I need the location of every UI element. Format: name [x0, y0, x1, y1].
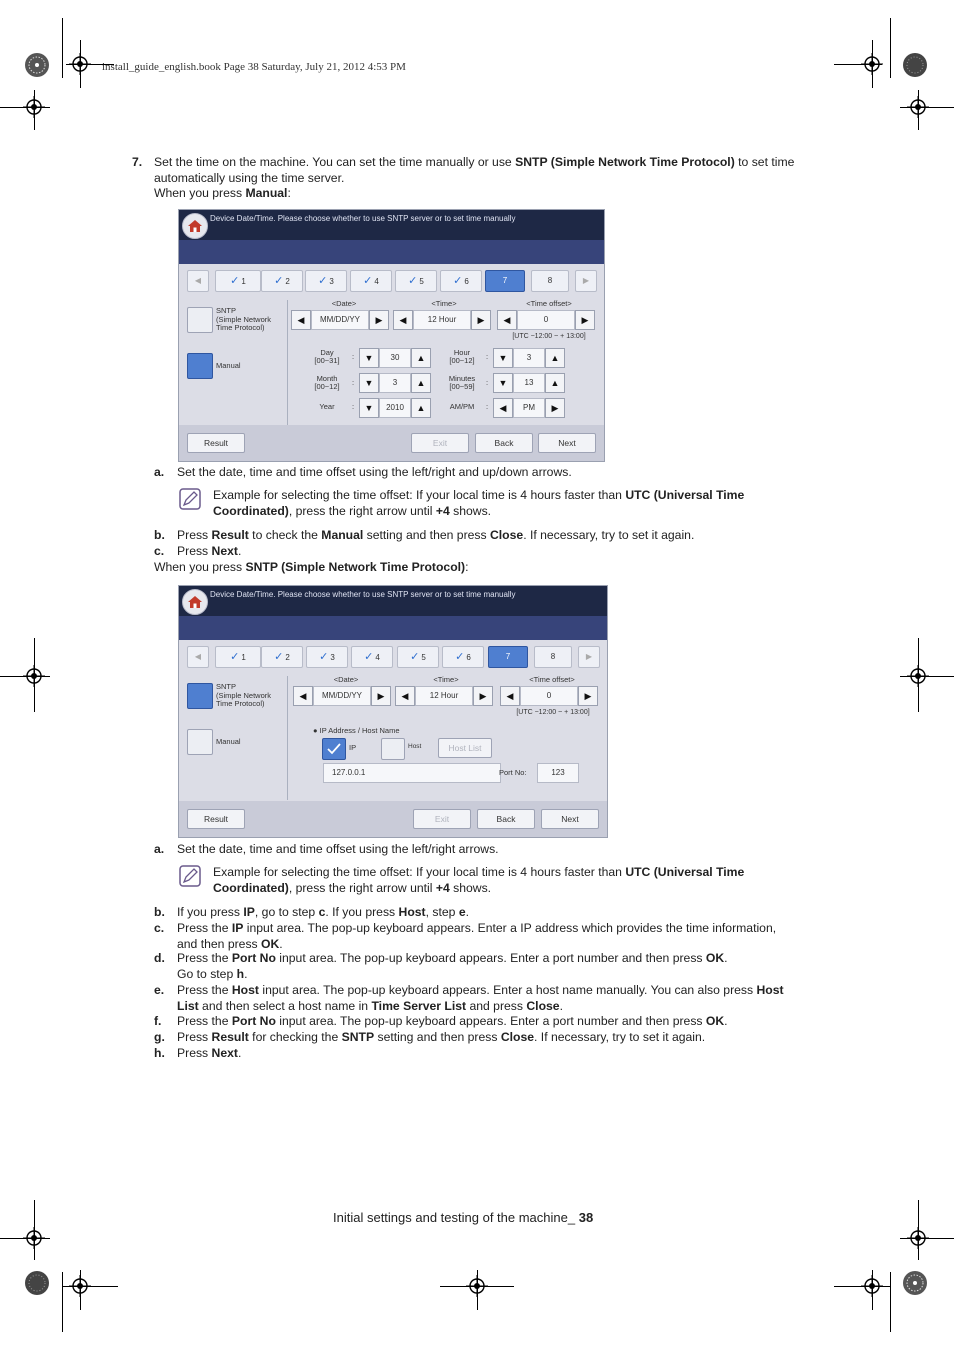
right-arrow-icon[interactable]: ▶: [578, 686, 598, 706]
starburst-mark: [902, 52, 928, 78]
colon: :: [351, 378, 355, 387]
tab-2[interactable]: ✓ 2: [261, 270, 303, 292]
step-7-text: Set the time on the machine. You can set the time manually or use SNTP (Simple Network Time Protocol) to set time automatically using the time server. When you press Manual:: [154, 155, 795, 200]
screen-footer: [179, 801, 607, 837]
result-button[interactable]: Result: [187, 809, 245, 829]
back-button[interactable]: Back: [475, 433, 533, 453]
step-marker: e.: [154, 983, 165, 997]
offset-header: <Time offset>: [529, 675, 575, 684]
date-header: <Date>: [333, 675, 359, 684]
starburst-mark: [24, 1270, 50, 1296]
down-arrow-icon[interactable]: ▼: [493, 348, 513, 368]
sntp-option-button[interactable]: [187, 683, 213, 709]
host-label: Host: [408, 743, 422, 750]
next-tab-arrow[interactable]: ▶: [578, 646, 600, 668]
colon: :: [485, 352, 489, 361]
time-offset-field[interactable]: 0: [520, 686, 578, 706]
month-field[interactable]: 3: [379, 373, 411, 393]
manual-step-b: Press Result to check the Manual setting and then press Close. If necessary, try to set it again.: [177, 528, 695, 542]
utc-range: [UTC −12:00 ~ + 13:00]: [516, 709, 590, 716]
date-format-field[interactable]: MM/DD/YY: [313, 686, 371, 706]
left-arrow-icon[interactable]: ◀: [291, 310, 311, 330]
right-arrow-icon[interactable]: ▶: [369, 310, 389, 330]
note-pencil-icon: [179, 488, 201, 510]
colon: :: [485, 402, 489, 411]
checkmark-icon: [323, 739, 345, 759]
tab-4[interactable]: ✓ 4: [350, 270, 392, 292]
up-arrow-icon[interactable]: ▲: [411, 348, 431, 368]
manual-option-button[interactable]: [187, 729, 213, 755]
step-marker: c.: [154, 921, 165, 935]
back-button[interactable]: Back: [477, 809, 535, 829]
manual-settings-screenshot: [178, 209, 605, 462]
left-arrow-icon[interactable]: ◀: [393, 310, 413, 330]
tab-8[interactable]: 8: [534, 646, 572, 668]
down-arrow-icon[interactable]: ▼: [493, 373, 513, 393]
sntp-step-a: Set the date, time and time offset using the left/right arrows.: [177, 842, 499, 856]
ip-host-label: ● IP Address / Host Name: [313, 726, 400, 735]
divider: [287, 300, 288, 428]
screen-title: Device Date/Time. Please choose whether to use SNTP server or to set time manually: [210, 214, 516, 223]
step-marker: d.: [154, 951, 165, 965]
sntp-step-g: Press Result for checking the SNTP setting and then press Close. If necessary, try to set it again.: [177, 1030, 706, 1044]
date-format-field[interactable]: MM/DD/YY: [311, 310, 369, 330]
colon: :: [351, 402, 355, 411]
year-label: Year: [319, 402, 335, 411]
manual-option-label: Manual: [216, 361, 241, 370]
tab-5[interactable]: ✓ 5: [397, 646, 439, 668]
note-time-offset: Example for selecting the time offset: If your local time is 4 hours faster than UTC (Universal Time Coordinated), press the right arrow until +4 shows.: [213, 865, 745, 895]
registration-target: [907, 1227, 929, 1249]
minutes-label: Minutes [00~59]: [448, 374, 476, 391]
tab-7[interactable]: 7: [488, 646, 528, 668]
manual-step-c: Press Next.: [177, 544, 242, 558]
ampm-field[interactable]: PM: [513, 398, 545, 418]
sntp-intro: When you press SNTP (Simple Network Time Protocol):: [154, 560, 469, 574]
tab-8[interactable]: 8: [531, 270, 569, 292]
sntp-step-e: Press the Host input area. The pop-up keyboard appears. Enter a host name manually. You can also press Host List and then select a host name in Time Server List and press Close.: [177, 983, 784, 1013]
down-arrow-icon[interactable]: ▼: [359, 348, 379, 368]
page-footer: Initial settings and testing of the machine_ 38: [333, 1210, 594, 1225]
registration-target: [23, 96, 45, 118]
sntp-option-label: SNTP (Simple Network Time Protocol): [216, 682, 272, 708]
exit-button[interactable]: Exit: [411, 433, 469, 453]
ip-address-input[interactable]: 127.0.0.1: [323, 763, 501, 783]
note-pencil-icon: [179, 865, 201, 887]
registration-target: [23, 1227, 45, 1249]
registration-target: [466, 1275, 488, 1297]
up-arrow-icon[interactable]: ▲: [545, 348, 565, 368]
step-marker: a.: [154, 842, 165, 856]
tab-5[interactable]: ✓ 5: [395, 270, 437, 292]
port-label: Port No:: [499, 768, 527, 777]
next-button[interactable]: Next: [541, 809, 599, 829]
registration-target: [69, 1275, 91, 1297]
ampm-label: AM/PM: [449, 402, 475, 411]
up-arrow-icon[interactable]: ▲: [411, 373, 431, 393]
month-label: Month [00~12]: [314, 374, 340, 391]
down-arrow-icon[interactable]: ▼: [359, 398, 379, 418]
manual-option-label: Manual: [216, 737, 241, 746]
tab-3[interactable]: ✓ 3: [305, 270, 347, 292]
sntp-option-label: SNTP (Simple Network Time Protocol): [216, 306, 272, 332]
note-time-offset: Example for selecting the time offset: If your local time is 4 hours faster than UTC (Universal Time Coordinated), press the right arrow until +4 shows.: [213, 488, 745, 518]
starburst-mark: [902, 1270, 928, 1296]
left-arrow-icon[interactable]: ◀: [497, 310, 517, 330]
home-icon[interactable]: [182, 213, 208, 239]
time-header: <Time>: [431, 299, 457, 308]
tab-1[interactable]: ✓ 1: [215, 270, 261, 292]
hour-label: Hour [00~12]: [449, 348, 475, 365]
year-field[interactable]: 2010: [379, 398, 411, 418]
sntp-step-h: Press Next.: [177, 1046, 242, 1060]
sntp-settings-screenshot: [178, 585, 608, 838]
step-number: 7.: [132, 155, 143, 169]
right-arrow-icon[interactable]: ▶: [473, 686, 493, 706]
home-icon[interactable]: [182, 589, 208, 615]
step-marker: h.: [154, 1046, 165, 1060]
step-marker: g.: [154, 1030, 165, 1044]
result-button[interactable]: Result: [187, 433, 245, 453]
colon: :: [485, 378, 489, 387]
time-header: <Time>: [433, 675, 459, 684]
right-arrow-icon[interactable]: ▶: [371, 686, 391, 706]
step-marker: a.: [154, 465, 165, 479]
screen-footer: [179, 425, 604, 461]
left-arrow-icon[interactable]: ◀: [500, 686, 520, 706]
right-arrow-icon[interactable]: ▶: [575, 310, 595, 330]
sntp-option-button[interactable]: [187, 307, 213, 333]
date-header: <Date>: [331, 299, 357, 308]
minutes-field[interactable]: 13: [513, 373, 545, 393]
sntp-step-d: Press the Port No input area. The pop-up keyboard appears. Enter a port number and then press OK. Go to step h.: [177, 951, 728, 981]
manual-option-button[interactable]: [187, 353, 213, 379]
divider: [287, 676, 288, 800]
tab-7[interactable]: 7: [485, 270, 525, 292]
tab-6[interactable]: ✓ 6: [440, 270, 482, 292]
registration-target: [861, 53, 883, 75]
utc-range: [UTC −12:00 ~ + 13:00]: [512, 333, 586, 340]
left-arrow-icon[interactable]: ◀: [293, 686, 313, 706]
hour-format-field[interactable]: 12 Hour: [415, 686, 473, 706]
offset-header: <Time offset>: [526, 299, 572, 308]
down-arrow-icon[interactable]: ▼: [359, 373, 379, 393]
sntp-step-b: If you press IP, go to step c. If you press Host, step e.: [177, 905, 469, 919]
colon: :: [351, 352, 355, 361]
up-arrow-icon[interactable]: ▲: [545, 373, 565, 393]
tab-1[interactable]: ✓ 1: [215, 646, 261, 668]
sntp-step-f: Press the Port No input area. The pop-up keyboard appears. Enter a port number and then press OK.: [177, 1014, 728, 1028]
day-field[interactable]: 30: [379, 348, 411, 368]
step-tabs: [185, 646, 601, 668]
port-input[interactable]: 123: [537, 763, 579, 783]
host-list-button[interactable]: Host List: [438, 738, 492, 758]
screen-titlebar: [179, 586, 607, 616]
step-tabs: [185, 270, 598, 292]
screen-subbar: [179, 616, 607, 640]
step-marker: f.: [154, 1014, 162, 1028]
prev-tab-arrow[interactable]: ◀: [187, 270, 209, 292]
tab-6[interactable]: ✓ 6: [442, 646, 484, 668]
left-arrow-icon[interactable]: ◀: [395, 686, 415, 706]
step-marker: b.: [154, 905, 165, 919]
registration-target: [907, 665, 929, 687]
hour-field[interactable]: 3: [513, 348, 545, 368]
up-arrow-icon[interactable]: ▲: [411, 398, 431, 418]
registration-target: [23, 665, 45, 687]
left-arrow-icon[interactable]: ◀: [493, 398, 513, 418]
screen-title: Device Date/Time. Please choose whether to use SNTP server or to set time manually: [210, 590, 516, 599]
next-button[interactable]: Next: [538, 433, 596, 453]
registration-target: [907, 96, 929, 118]
day-label: Day [00~31]: [314, 348, 340, 365]
next-tab-arrow[interactable]: ▶: [575, 270, 597, 292]
screen-subbar: [179, 240, 604, 264]
ip-radio-button[interactable]: [322, 738, 346, 760]
registration-target: [861, 1275, 883, 1297]
page-header: install_guide_english.book Page 38 Saturday, July 21, 2012 4:53 PM: [102, 61, 406, 73]
host-radio-button[interactable]: [381, 738, 405, 760]
sntp-step-c: Press the IP input area. The pop-up keyboard appears. Enter a IP address which provides the time information, and then press OK.: [177, 921, 777, 951]
starburst-mark: [24, 52, 50, 78]
hour-format-field[interactable]: 12 Hour: [413, 310, 471, 330]
prev-tab-arrow[interactable]: ◀: [187, 646, 209, 668]
step-marker: b.: [154, 528, 165, 542]
tab-4[interactable]: ✓ 4: [351, 646, 393, 668]
exit-button[interactable]: Exit: [413, 809, 471, 829]
ip-label: IP: [349, 743, 357, 752]
screen-titlebar: [179, 210, 604, 240]
time-offset-field[interactable]: 0: [517, 310, 575, 330]
manual-step-a: Set the date, time and time offset using the left/right and up/down arrows.: [177, 465, 572, 479]
registration-target: [69, 53, 91, 75]
step-marker: c.: [154, 544, 165, 558]
tab-2[interactable]: ✓ 2: [261, 646, 303, 668]
right-arrow-icon[interactable]: ▶: [471, 310, 491, 330]
right-arrow-icon[interactable]: ▶: [545, 398, 565, 418]
tab-3[interactable]: ✓ 3: [306, 646, 348, 668]
